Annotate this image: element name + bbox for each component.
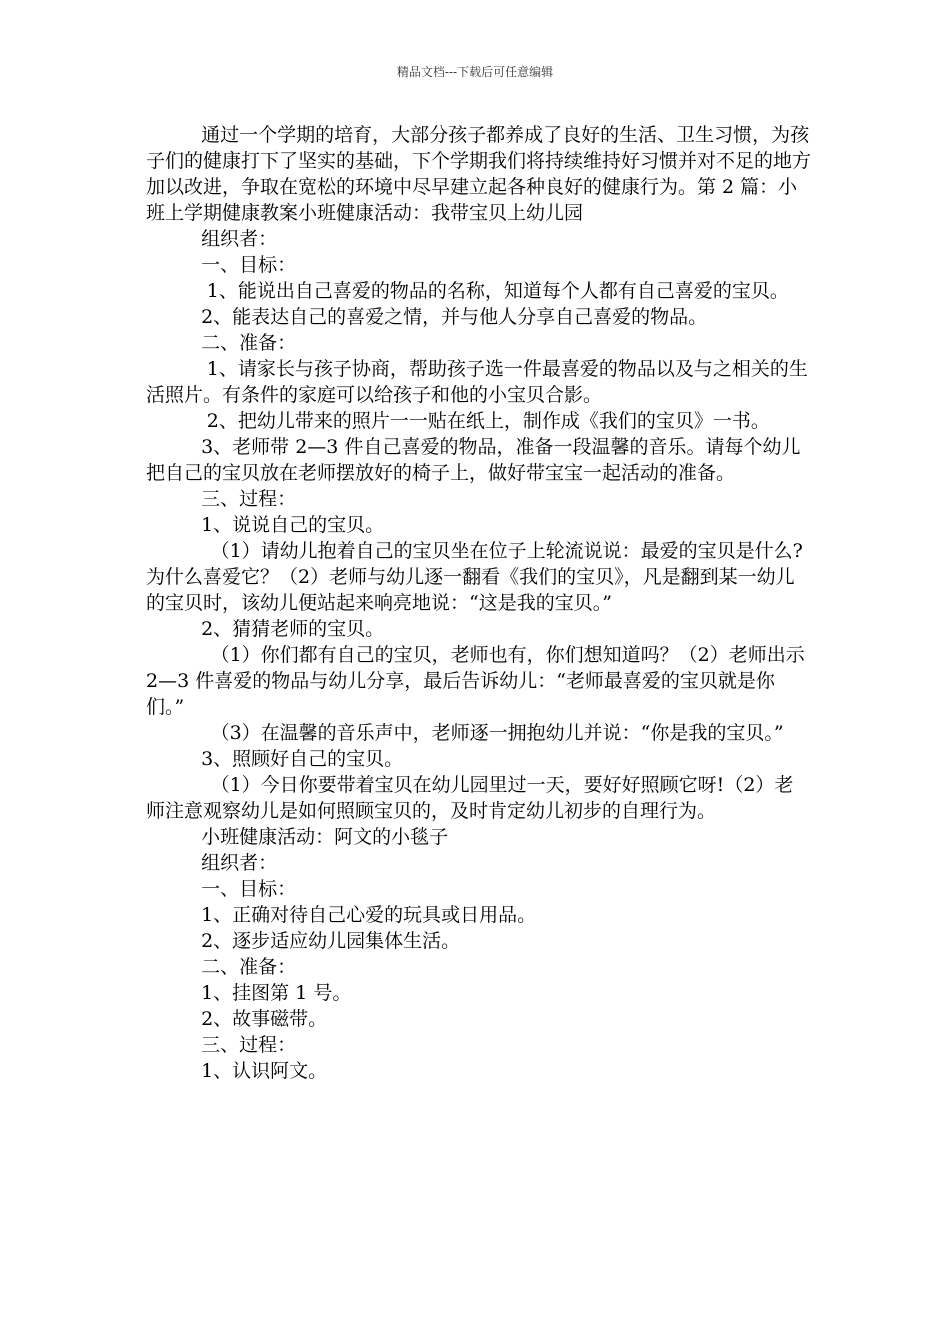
- paragraph: 1、认识阿文。: [201, 1060, 328, 1082]
- paragraph: （1）今日你要带着宝贝在幼儿园里过一天，要好好照顾它呀!（2）老师注意观察幼儿是如何照顾宝贝的，及时肯定幼儿初步的自理行为。: [146, 774, 794, 822]
- section-heading: 一、目标：: [201, 878, 297, 900]
- paragraph: 2、把幼儿带来的照片一一贴在纸上，制作成《我们的宝贝》一书。: [206, 410, 770, 432]
- paragraph: 1、能说出自己喜爱的物品的名称，知道每个人都有自己喜爱的宝贝。: [206, 280, 789, 302]
- paragraph: 1、说说自己的宝贝。: [201, 514, 385, 536]
- paragraph: 组织者：: [201, 852, 278, 874]
- section-heading: 三、过程：: [201, 488, 297, 510]
- paragraph: 1、正确对待自己心爱的玩具或日用品。: [201, 904, 537, 926]
- paragraph: （3）在温馨的音乐声中，老师逐一拥抱幼儿并说：“你是我的宝贝。”: [210, 722, 784, 744]
- paragraph: 2、逐步适应幼儿园集体生活。: [201, 930, 461, 952]
- paragraph: 通过一个学期的培育，大部分孩子都养成了良好的生活、卫生习惯，为孩子们的健康打下了坚实的基础，下个学期我们将持续维持好习惯并对不足的地方加以改进，争取在宽松的环境中尽早建立起各种良好的健康行为。第 2 篇：小班上学期健康教案小班健康活动：我带宝贝上幼儿园: [146, 124, 812, 224]
- section-heading: 一、目标：: [201, 254, 297, 276]
- paragraph: 2、故事磁带。: [201, 1008, 328, 1030]
- paragraph: 3、老师带 2—3 件自己喜爱的物品，准备一段温馨的音乐。请每个幼儿把自己的宝贝放在老师摆放好的椅子上，做好带宝宝一起活动的准备。: [146, 436, 801, 484]
- paragraph: （1）请幼儿抱着自己的宝贝坐在位子上轮流说说：最爱的宝贝是什么?为什么喜爱它？（2）老师与幼儿逐一翻看《我们的宝贝》，凡是翻到某一幼儿的宝贝时，该幼儿便站起来响亮地说：“这是我的宝贝。”: [146, 540, 803, 614]
- page-header: 精品文档---下载后可任意编辑: [396, 65, 554, 79]
- paragraph: 3、照顾好自己的宝贝。: [201, 748, 404, 770]
- document-body: [146, 122, 812, 1084]
- paragraph: 1、请家长与孩子协商，帮助孩子选一件最喜爱的物品以及与之相关的生活照片。有条件的家庭可以给孩子和他的小宝贝合影。: [146, 358, 808, 406]
- paragraph: 2、猜猜老师的宝贝。: [201, 618, 385, 640]
- section-heading: 三、过程：: [201, 1034, 297, 1056]
- paragraph: 2、能表达自己的喜爱之情，并与他人分享自己喜爱的物品。: [201, 306, 708, 328]
- paragraph: 组织者：: [201, 228, 278, 250]
- section-title: 小班健康活动：阿文的小毯子: [201, 826, 449, 848]
- paragraph: 1、挂图第 1 号。: [201, 982, 352, 1004]
- section-heading: 二、准备：: [201, 332, 297, 354]
- paragraph: （1）你们都有自己的宝贝，老师也有，你们想知道吗？（2）老师出示 2—3 件喜爱的物品与幼儿分享，最后告诉幼儿：“老师最喜爱的宝贝就是你们。”: [146, 644, 805, 718]
- section-heading: 二、准备：: [201, 956, 297, 978]
